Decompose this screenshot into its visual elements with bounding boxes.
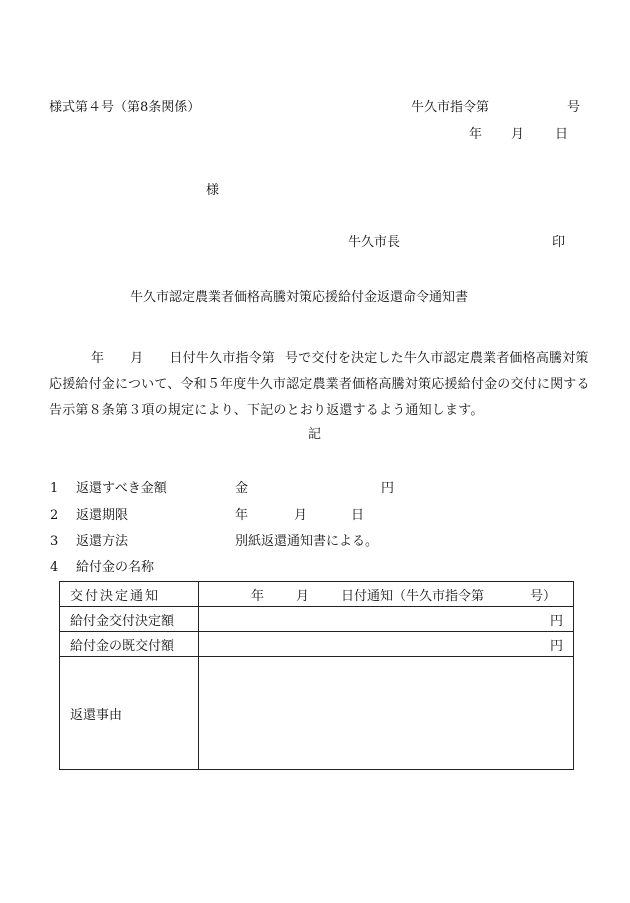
- sender-title: 牛久市長: [348, 235, 401, 250]
- deadline-year: 年: [235, 508, 249, 523]
- row-label-reason: 返還事由: [60, 657, 199, 770]
- notice-suffix: 号）: [530, 588, 557, 604]
- body-paragraph: [49, 346, 601, 424]
- body-text-2: 号で交付を決定した牛久市認定農業者価格高騰対策応援給付金について、令和５年度牛久市認定農業者価格高騰対策応援給付金の交付に関する告示第８条第３項の規定により、下記のとおり返還するよう通知します。: [49, 351, 590, 418]
- item3-label: 返還方法: [76, 534, 129, 549]
- notice-year: 年: [251, 588, 265, 604]
- deadline-month: 月: [294, 508, 308, 523]
- amount-prefix: 金: [235, 481, 249, 496]
- item2-number: 2: [50, 508, 59, 523]
- row-value-decided-amount: 円: [199, 607, 574, 632]
- ref-number-label: 牛久市指令第: [411, 100, 490, 115]
- date-day: 日: [555, 127, 569, 142]
- document-title: 牛久市認定農業者価格高騰対策応援給付金返還命令通知書: [130, 290, 469, 305]
- body-text-1: 日付牛久市指令第: [169, 351, 276, 366]
- table-row: [60, 607, 574, 632]
- item4-label: 給付金の名称: [76, 560, 155, 575]
- notice-text: 日付通知（牛久市指令第: [341, 588, 485, 604]
- item2-value: [235, 509, 364, 522]
- item4-number: 4: [50, 560, 59, 575]
- table-row: [60, 582, 574, 607]
- deadline-day: 日: [351, 508, 365, 523]
- item2-label: 返還期限: [76, 508, 129, 523]
- item1-value: [235, 482, 394, 495]
- item3-number: 3: [50, 534, 59, 549]
- grant-info-table: [59, 581, 574, 770]
- ref-number-suffix: 号: [567, 100, 581, 115]
- row-value-notice: [199, 582, 574, 607]
- item1-number: 1: [50, 481, 59, 496]
- item1-label: 返還すべき金額: [76, 481, 167, 496]
- body-year: 年: [91, 351, 105, 366]
- row-label-paid-amount: 給付金の既交付額: [60, 632, 199, 657]
- notice-month: 月: [296, 588, 310, 604]
- row-label-notice: 交付決定通知: [60, 582, 199, 607]
- date-year: 年: [469, 127, 483, 142]
- addressee-honorific: 様: [206, 183, 220, 198]
- table-row: [60, 632, 574, 657]
- seal-mark: 印: [552, 235, 566, 250]
- item3-value: 別紙返還通知書による。: [235, 534, 379, 549]
- row-value-paid-amount: 円: [199, 632, 574, 657]
- body-month: 月: [130, 351, 144, 366]
- ki-mark: 記: [308, 427, 322, 442]
- date-month: 月: [511, 127, 525, 142]
- table-row: [60, 657, 574, 770]
- row-label-decided-amount: 給付金交付決定額: [60, 607, 199, 632]
- amount-unit: 円: [381, 481, 395, 496]
- form-number: 様式第４号（第8条関係）: [49, 100, 201, 115]
- row-value-reason: [199, 657, 574, 770]
